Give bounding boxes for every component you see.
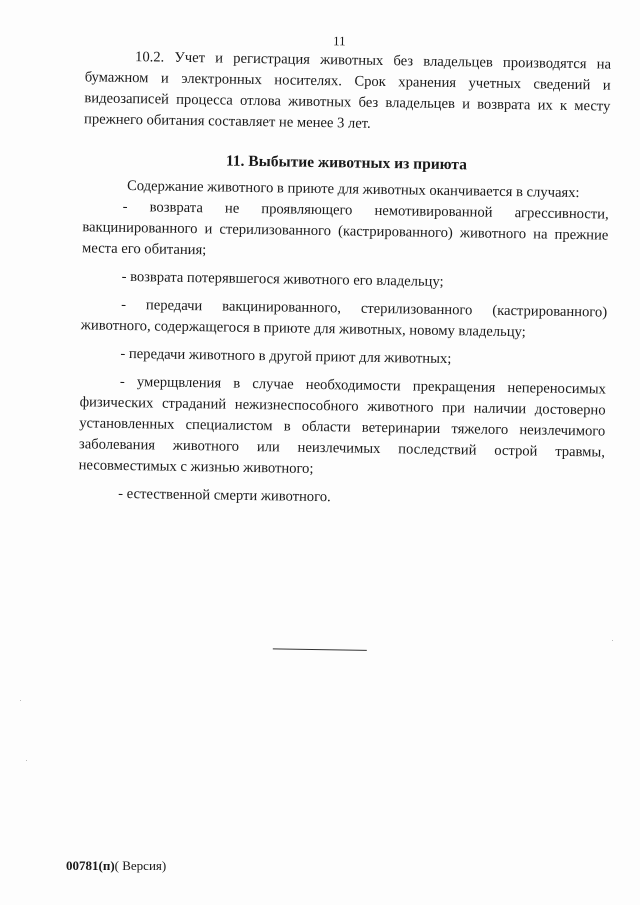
scan-speck [20,700,21,701]
section-11-intro: Содержание животного в приюте для животных оканчивается в случаях: [126,177,580,202]
footer [66,858,166,874]
footer-doc-code: 00781(п) [66,858,115,873]
closing-rule [273,648,367,650]
list-item-return-to-owner: - возврата потерявшегося животного его владельцу; [121,268,444,290]
footer-version: ( Версия) [114,858,167,873]
list-item-transfer-other-shelter: - передачи животного в другой приют для животных; [120,345,452,368]
section-11-title: 11. Выбытие животных из приюта [225,152,468,174]
list-item-transfer-new-owner: - передачи вакцинированного, стерилизованного (кастрированного) животного, содержащегося в приюте для животных, новому владельцу; [80,296,608,341]
list-item-return-to-habitat: - возврата не проявляющего немотивированной агрессивности, вакцинированного и стерилизованного (кастрированного) животного на прежние места его обитания; [81,198,609,259]
clause-10-2: 10.2. Учет и регистрация животных без владельцев производятся на бумажном и электронных носителях. Срок хранения учетных сведений и видеозаписей процесса отлова животных без владельцев и возврата их к месту прежнего обитания составляет не менее 3 лет. [83,49,612,132]
scan-speck [612,640,613,641]
body-text [78,46,611,512]
scan-speck [26,760,27,761]
list-item-euthanasia: - умерщвления в случае необходимости прекращения непереносимых физических страданий нежизнеспособного животного при наличии достоверно установленных специалистом в области ветеринарии тяжелого неизлечимого заболевания животного или неизлечимых последствий острой травмы, несовместимых с жизнью животного; [78,373,607,477]
list-item-natural-death: - естественной смерти животного. [118,485,331,506]
page-number: 11 [332,33,346,49]
